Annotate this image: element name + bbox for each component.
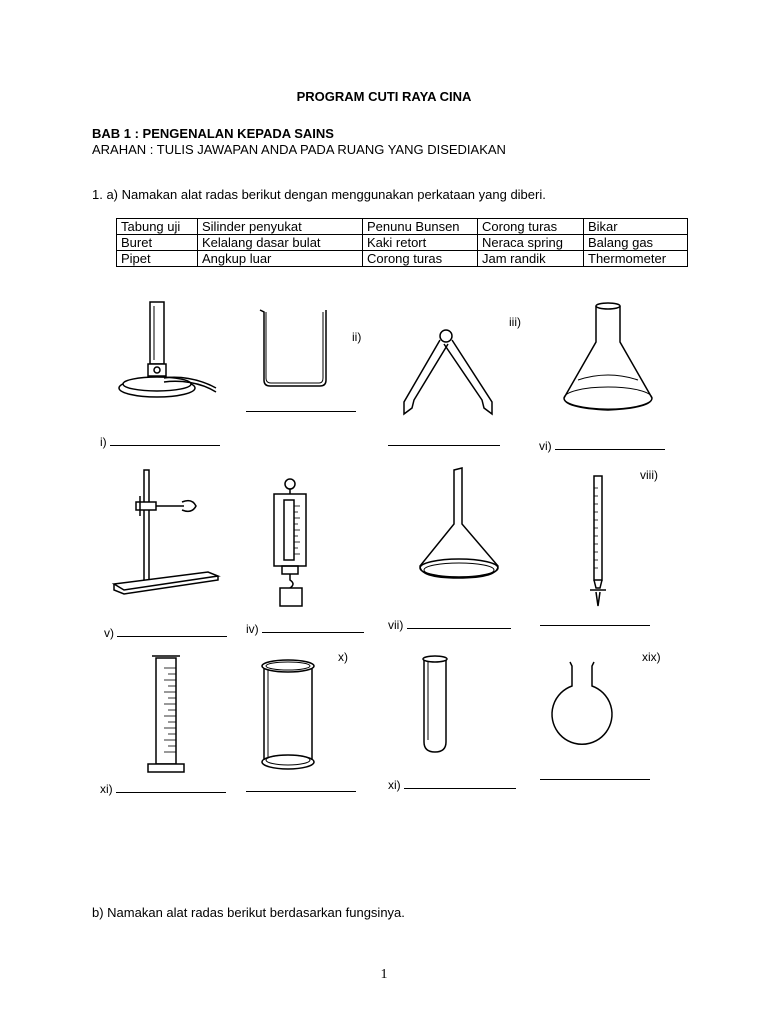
label-iv	[246, 620, 364, 636]
table-row	[117, 251, 688, 267]
burette-icon	[586, 474, 610, 608]
gas-jar-icon	[260, 658, 316, 772]
table-row	[117, 219, 688, 235]
answer-line[interactable]	[246, 410, 356, 412]
answer-line[interactable]	[262, 620, 364, 633]
page-number: 1	[380, 967, 388, 982]
answer-line[interactable]	[117, 624, 227, 637]
answer-line[interactable]	[246, 790, 356, 792]
answer-line[interactable]	[110, 433, 220, 446]
label-i-text: i)	[100, 435, 107, 449]
outside-calipers-icon	[398, 326, 498, 418]
chapter-heading: BAB 1 : PENGENALAN KEPADA SAINS	[92, 126, 334, 141]
table-cell: Kelalang dasar bulat	[198, 235, 363, 251]
question-b-text: b) Namakan alat radas berikut berdasarkan fungsinya.	[92, 905, 405, 920]
answer-line[interactable]	[404, 776, 516, 789]
table-cell: Penunu Bunsen	[363, 219, 478, 235]
answer-line[interactable]	[540, 624, 650, 626]
conical-flask-icon	[562, 300, 658, 414]
label-vi	[539, 437, 665, 453]
instruction-text: ARAHAN : TULIS JAWAPAN ANDA PADA RUANG YANG DISEDIAKAN	[92, 142, 506, 157]
table-cell: Bikar	[584, 219, 688, 235]
label-x: x)	[338, 650, 348, 664]
label-ii: ii)	[352, 330, 362, 344]
label-xi-a	[100, 780, 226, 796]
table-cell: Pipet	[117, 251, 198, 267]
table-cell: Corong turas	[478, 219, 584, 235]
answer-line[interactable]	[555, 437, 665, 450]
label-i	[100, 433, 220, 449]
bunsen-burner-icon	[118, 298, 218, 408]
measuring-cylinder-icon	[146, 652, 186, 776]
label-vii	[388, 616, 511, 632]
table-cell: Neraca spring	[478, 235, 584, 251]
filter-funnel-icon	[416, 466, 502, 584]
beaker-icon	[258, 306, 330, 388]
label-viii: viii)	[640, 468, 658, 482]
label-xix: xix)	[642, 650, 661, 664]
label-vii-text: vii)	[388, 618, 404, 632]
label-iv-text: iv)	[246, 622, 259, 636]
question-a-text: 1. a) Namakan alat radas berikut dengan menggunakan perkataan yang diberi.	[92, 187, 546, 202]
table-cell: Kaki retort	[363, 235, 478, 251]
table-cell: Thermometer	[584, 251, 688, 267]
spring-balance-icon	[270, 478, 310, 610]
table-cell: Jam randik	[478, 251, 584, 267]
answer-line[interactable]	[388, 444, 500, 446]
label-xi-b-text: xi)	[388, 778, 401, 792]
label-iii: iii)	[509, 315, 521, 329]
table-cell: Silinder penyukat	[198, 219, 363, 235]
label-xi-a-text: xi)	[100, 782, 113, 796]
label-vi-text: vi)	[539, 439, 552, 453]
table-row	[117, 235, 688, 251]
page-title: PROGRAM CUTI RAYA CINA	[296, 89, 472, 104]
answer-line[interactable]	[116, 780, 226, 793]
table-cell: Buret	[117, 235, 198, 251]
test-tube-icon	[420, 654, 450, 756]
label-v	[104, 624, 227, 640]
answer-line[interactable]	[407, 616, 511, 629]
table-cell: Angkup luar	[198, 251, 363, 267]
table-cell: Balang gas	[584, 235, 688, 251]
label-xi-b	[388, 776, 516, 792]
retort-stand-icon	[112, 468, 220, 594]
word-bank-table	[116, 218, 688, 267]
table-cell: Corong turas	[363, 251, 478, 267]
table-cell: Tabung uji	[117, 219, 198, 235]
answer-line[interactable]	[540, 778, 650, 780]
label-v-text: v)	[104, 626, 114, 640]
round-bottom-flask-icon	[550, 660, 614, 750]
